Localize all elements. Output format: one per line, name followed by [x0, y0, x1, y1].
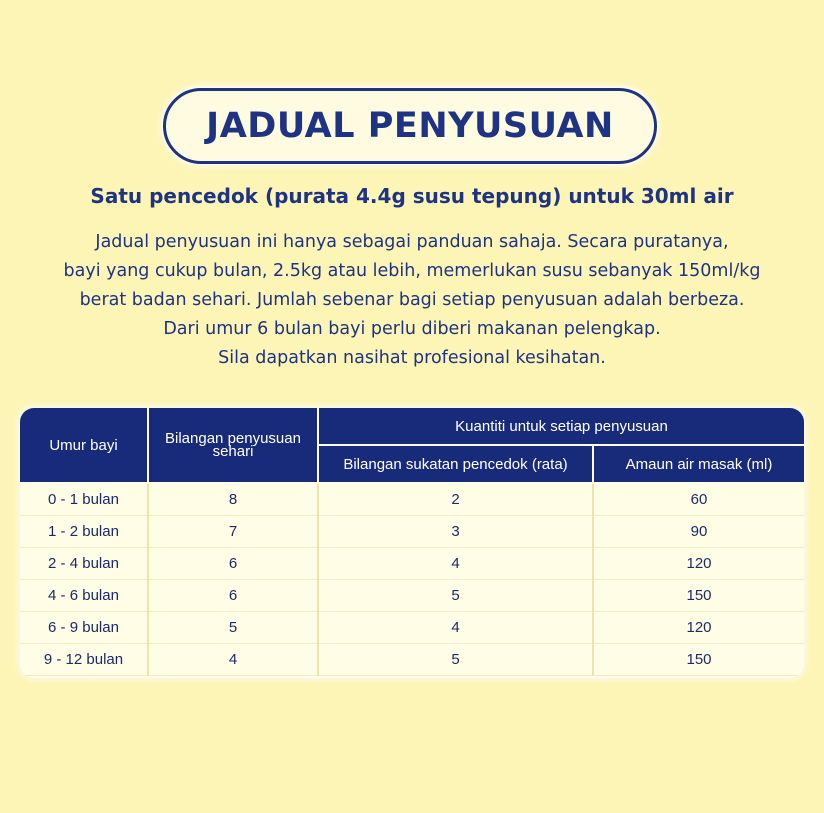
table-row: [20, 548, 804, 580]
cell-water: 120: [593, 612, 804, 644]
cell-scoops: 2: [318, 483, 593, 516]
header-quantity-group: Kuantiti untuk setiap penyusuan: [318, 408, 804, 445]
header-feeds-line1: Bilangan penyusuan: [165, 430, 301, 447]
cell-age: 9 - 12 bulan: [20, 644, 148, 676]
cell-scoops: 4: [318, 612, 593, 644]
table-row: [20, 516, 804, 548]
cell-feeds: 6: [148, 580, 318, 612]
feeding-table-container: [20, 408, 804, 678]
description: [0, 228, 824, 373]
header-age: Umur bayi: [20, 408, 148, 483]
description-line: Sila dapatkan nasihat profesional kesihatan.: [218, 348, 606, 368]
cell-feeds: 5: [148, 612, 318, 644]
cell-feeds: 7: [148, 516, 318, 548]
header-feeds: [148, 408, 318, 483]
feeding-table: [20, 408, 804, 676]
cell-feeds: 4: [148, 644, 318, 676]
cell-scoops: 5: [318, 644, 593, 676]
description-line: bayi yang cukup bulan, 2.5kg atau lebih, memerlukan susu sebanyak 150ml/kg: [63, 261, 761, 281]
cell-age: 4 - 6 bulan: [20, 580, 148, 612]
cell-scoops: 3: [318, 516, 593, 548]
subtitle: Satu pencedok (purata 4.4g susu tepung) untuk 30ml air: [90, 184, 734, 208]
description-line: Dari umur 6 bulan bayi perlu diberi makanan pelengkap.: [163, 319, 661, 339]
cell-age: 1 - 2 bulan: [20, 516, 148, 548]
cell-feeds: 8: [148, 483, 318, 516]
cell-water: 90: [593, 516, 804, 548]
header-feeds-line2: sehari: [212, 443, 254, 460]
table-row: [20, 612, 804, 644]
cell-feeds: 6: [148, 548, 318, 580]
cell-scoops: 4: [318, 548, 593, 580]
description-line: berat badan sehari. Jumlah sebenar bagi setiap penyusuan adalah berbeza.: [79, 290, 745, 310]
cell-water: 150: [593, 644, 804, 676]
table-row: [20, 644, 804, 676]
header-scoops: Bilangan sukatan pencedok (rata): [318, 445, 593, 483]
header-water: Amaun air masak (ml): [593, 445, 804, 483]
cell-water: 60: [593, 483, 804, 516]
cell-scoops: 5: [318, 580, 593, 612]
cell-age: 2 - 4 bulan: [20, 548, 148, 580]
cell-age: 6 - 9 bulan: [20, 612, 148, 644]
table-row: [20, 580, 804, 612]
table-row: [20, 483, 804, 516]
cell-water: 150: [593, 580, 804, 612]
title-pill: [163, 88, 657, 164]
description-line: Jadual penyusuan ini hanya sebagai panduan sahaja. Secara puratanya,: [95, 232, 729, 252]
page-title: JADUAL PENYUSUAN: [206, 106, 614, 146]
cell-age: 0 - 1 bulan: [20, 483, 148, 516]
cell-water: 120: [593, 548, 804, 580]
